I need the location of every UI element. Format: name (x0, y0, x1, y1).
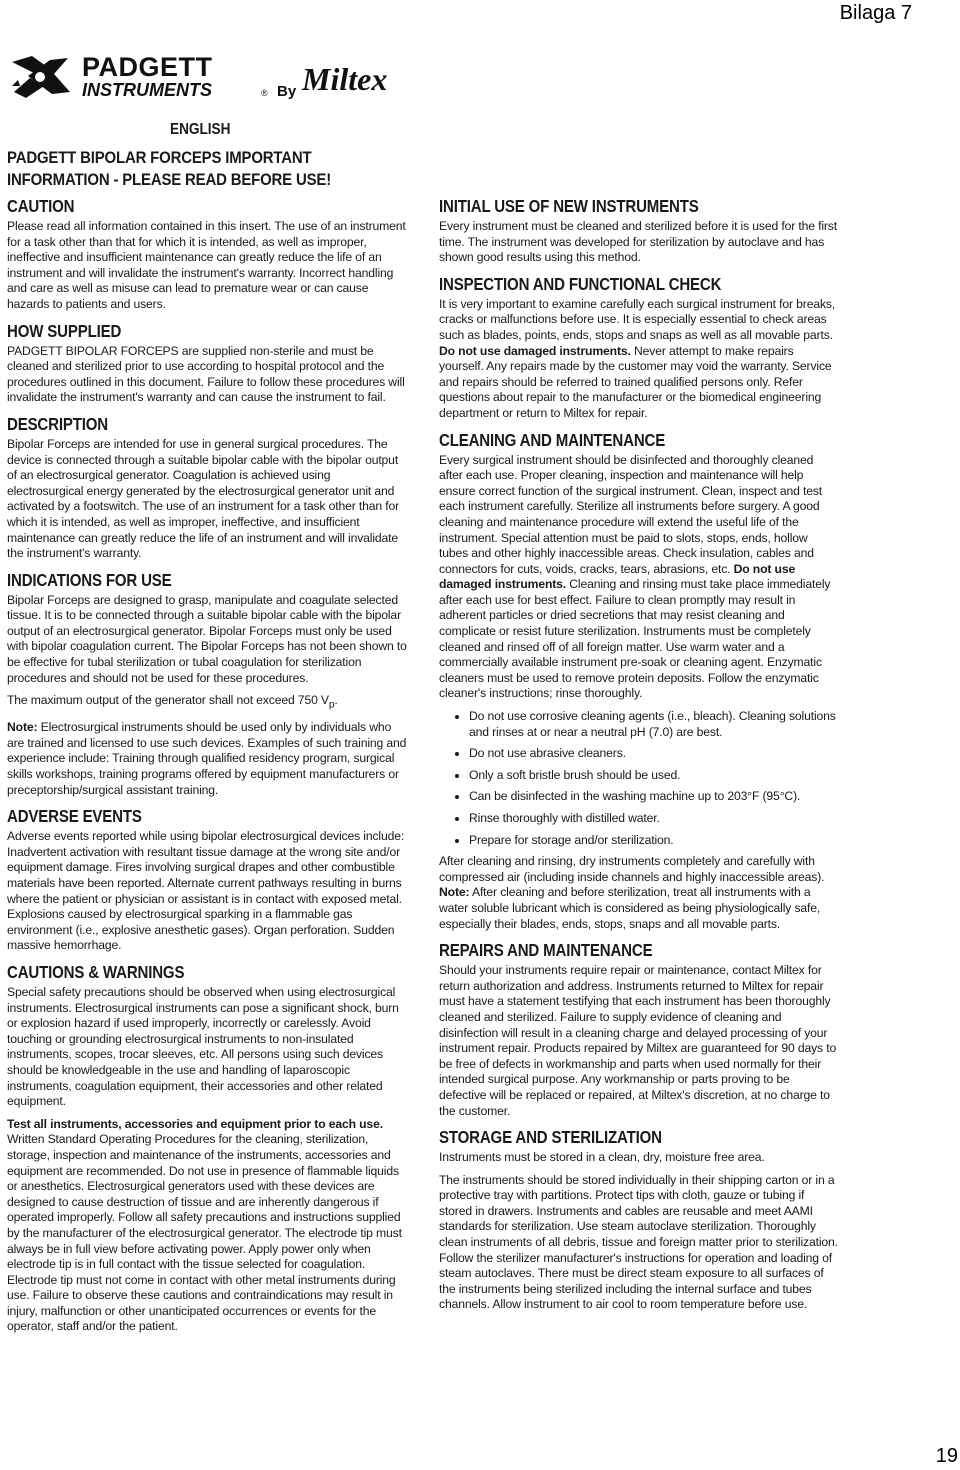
logo-miltex-text: Miltex (302, 61, 388, 97)
cleaning-list (439, 709, 839, 848)
drying-text: After cleaning and rinsing, dry instruments completely and carefully with compressed air (including inside channels and highly inaccessible areas). Note: After cleaning and before sterilization, treat all instruments with a water soluble lubricant which is considered as being physiologically safe, especially their blades, ends, stops, snaps and all movable parts. (439, 854, 825, 931)
storage-text-2: The instruments should be stored individually in their shipping carton or in a protective tray with partitions. Protect tips with cloth, gauze or tubing if stored in drawers. Instruments and cables are reusable and meet AAMI standards for sterilization. Use steam autoclave sterilization. Thoroughly clean instruments of all debris, tissue and foreign matter prior to sterilization. Follow the sterilizer manufacturer's instructions for operation and loading of steam autoclaves. There must be direct steam exposure to all surfaces of the instruments being sterilized including the internal surface and tubes channels. Allow instrument to air cool to room temperature before use. (439, 1172, 838, 1312)
how-supplied-text: PADGETT BIPOLAR FORCEPS are supplied non-sterile and must be cleaned and sterilized prior to use according to hospital protocol and the procedures outlined in this document. Failure to follow these procedures will invalidate the instrument's warranty and can cause the instrument to fail. (7, 343, 405, 405)
logo-padgett-text: PADGETT (82, 52, 213, 82)
max-output-text: The maximum output of the generator shall not exceed 750 $V_p$. (7, 693, 338, 711)
cautions-warnings-text: Special safety precautions should be observed when using electrosurgical instruments. Electrosurgical instruments can pose a significant shock, burn or explosion hazard if used improperly, incorrectly or carelessly. Avoid touching or grounding electrosurgical instruments to non-insulated instruments, scopes, trocar sleeves, etc. All persons using such devices should be knowledgeable in the use and handling of laparoscopic instruments, coagulation equipment, their accessories and other related equipment. (7, 985, 399, 1109)
list-item: • Prepare for storage and/or sterilization. (469, 833, 839, 849)
caution-text: Please read all information contained in this insert. The use of an instrument for a task other than that for which it is intended, as well as improper, ineffective and insufficient maintenance can greatly reduce the life of an instrument and will invalidate the instrument's warranty. Incorrect handling and care as well as misuse can lead to premature wear or can cause hazards to patients and users. (7, 219, 406, 311)
logo-by-text: By (277, 83, 297, 100)
max-output-subscript: p (328, 699, 335, 711)
list-item: • Can be disinfected in the washing machine up to 203°F (95°C). (469, 789, 839, 805)
language-label: ENGLISH (170, 121, 231, 138)
indications-heading: INDICATIONS FOR USE (7, 569, 172, 590)
left-column (7, 195, 407, 1342)
adverse-events-heading: ADVERSE EVENTS (7, 806, 142, 827)
initial-use-heading: INITIAL USE OF NEW INSTRUMENTS (439, 196, 699, 216)
list-item: • Only a soft bristle brush should be used. (469, 768, 839, 784)
repairs-text: Should your instruments require repair or maintenance, contact Miltex for return authorization and address. Instruments returned to Miltex for repair must have a statement testifying that each instrument has been thoroughly cleaned and sterilized. Failure to supply evidence of cleaning and disinfection will result in a cleaning charge and delayed processing of your instrument repair. Products repaired by Miltex are guaranteed for 90 days to be free of defects in workmanship and parts when used normally for their intended surgical purpose. Any workmanship or parts proving to be defective will be replaced or repaired, at Miltex's discretion, at no charge to the customer. (439, 963, 837, 1118)
caution-heading: CAUTION (7, 196, 75, 216)
test-instruments-bold: Test all instruments, accessories and equipment prior to each use. (7, 1116, 383, 1131)
padgett-emblem-icon (12, 56, 70, 98)
storage-text-1: Instruments must be stored in a clean, dry, moisture free area. (439, 1150, 765, 1165)
inspection-text: It is very important to examine carefully each surgical instrument for breaks, cracks or malfunctions before use. It is especially essential to check areas such as blades, points, ends, stops and snaps as well as all movable parts. Do not use damaged instruments. Never attempt to make repairs yourself. Any repairs made by the customer may void the warranty. Service and repairs should be referred to trained qualified persons only. Refer questions about repair to the manufacturer or the biomedical engineering department or return to Miltex for repair. (439, 296, 836, 420)
adverse-events-text: Adverse events reported while using bipolar electrosurgical devices include: Inadvertent activation with resultant tissue damage at the wrong site and/or equipment damage. Fires involving surgical drapes and other combustible materials have been reported. Alternate current pathways resulting in burns where the patient or physician or assistant is in contact with exposed metal. Explosions caused by electrosurgical sparking in a flammable gas environment (i.e., explosive anesthetic gases). Organ perforation. Sudden massive hemorrhage. (7, 829, 405, 953)
note-text: Note: Electrosurgical instruments should be used only by individuals who are trained and licensed to use such devices. Examples of such training and experience include: Training through qualified residency program, surgical skills workshops, training programs offered by equipment manufacturers or preceptorship/surgical assistant training. (7, 720, 407, 797)
page-number: 19 (935, 1445, 958, 1467)
drying-note-label: Note: (439, 885, 470, 900)
list-item: • Do not use corrosive cleaning agents (i.e., bleach). Cleaning solutions and rinses at or near a neutral pH (7.0) are best. (469, 709, 839, 740)
inspection-heading: INSPECTION AND FUNCTIONAL CHECK (439, 273, 722, 294)
cautions-warnings-heading: CAUTIONS & WARNINGS (7, 962, 185, 982)
logo-instruments-text: INSTRUMENTS (82, 80, 212, 100)
attachment-label: Bilaga 7 (839, 2, 912, 24)
description-text: Bipolar Forceps are intended for use in general surgical procedures. The device is connected through a suitable bipolar cable with the bipolar output of an electrosurgical generator. Coagulation is achieved using electrosurgical energy generated by the electrosurgical generator unit and activated by a footswitch. The use of an instrument for a task other than for which it is intended, as well as improper, ineffective, and insufficient maintenance can greatly reduce the life of an instrument and will invalidate the instrument's warranty. (7, 436, 399, 561)
cautions-warnings-test-text: Test all instruments, accessories and equipment prior to each use. Written Standard Operating Procedures for the cleaning, sterilization, storage, inspection and maintenance of the instruments, accessories and equipment are recommended. Do not use in presence of flammable liquids or anesthetics. Electrosurgical generators used with these devices are designed to cause destruction of tissue and are inherently dangerous if operated improperly. Follow all safety precautions and instructions supplied by the manufacturer of the electrosurgical generator. The electrode tip must always be in full view before activating power. Apply power only when electrode tip is in full contact with the tissue selected for coagulation. Electrode tip must not come in contact with other metal instruments during use. Failure to observe these cautions and contraindications may result in injury, malfunction or other unanticipated occurrences or events for the operator, staff and/or the patient. (7, 1116, 402, 1334)
right-column (439, 195, 839, 1320)
initial-use-text: Every instrument must be cleaned and sterilized before it is used for the first time. The instrument was developed for sterilization by autoclave and has shown good results using this method. (439, 219, 837, 265)
inspection-warning: Do not use damaged instruments. (439, 343, 631, 358)
cleaning-text: Every surgical instrument should be disinfected and thoroughly cleaned after each use. Proper cleaning, inspection and maintenance will help ensure correct function of the surgical instrument. Clean, inspect and test each instrument carefully. Sterilize all instruments before surgery. A good cleaning and maintenance procedure will extend the useful life of the instrument. Special attention must be paid to slots, stops, ends, hollow tubes and other highly inaccessible areas. Check insulation, cables and connectors for cuts, voids, cracks, tears, abrasions, etc. Do not use damaged instruments. Cleaning and rinsing must take place immediately after each use for best effect. Failure to clean promptly may result in adherent particles or dried secretions that may resist cleaning and complicate or resist future sterilization. Instruments must be completely cleaned and rinsed off of all foreign matter. Use warm water and a commercially available instrument pre-soak or cleaning agent. Enzymatic cleaners must be used to remove protein deposits. Follow the enzymatic cleaner's instructions; rinse thoroughly. (439, 452, 831, 701)
storage-heading: STORAGE AND STERILIZATION (439, 1127, 662, 1148)
cleaning-heading: CLEANING AND MAINTENANCE (439, 429, 666, 450)
repairs-heading: REPAIRS AND MAINTENANCE (439, 940, 653, 961)
document-title: PADGETT BIPOLAR FORCEPS IMPORTANT INFORMATION - PLEASE READ BEFORE USE! (7, 148, 332, 189)
indications-text: Bipolar Forceps are designed to grasp, manipulate and coagulate selected tissue. It is to be connected through a suitable bipolar cable with the bipolar output of an electrosurgical generator. Bipolar Forceps must only be used with bipolar coagulation current. The Bipolar Forceps has not been shown to be effective for tubal sterilization or tubal coagulation for sterilization procedures and should not be used for these procedures. (7, 592, 407, 685)
description-heading: DESCRIPTION (7, 413, 108, 434)
padgett-miltex-logo (10, 52, 410, 102)
logo-registered-mark: ® (261, 88, 268, 98)
list-item: • Rinse thoroughly with distilled water. (469, 811, 839, 827)
cleaning-warning: Do not use damaged instruments. (439, 561, 796, 592)
list-item: • Do not use abrasive cleaners. (469, 746, 839, 762)
how-supplied-heading: HOW SUPPLIED (7, 320, 122, 341)
note-label: Note: (7, 720, 38, 735)
